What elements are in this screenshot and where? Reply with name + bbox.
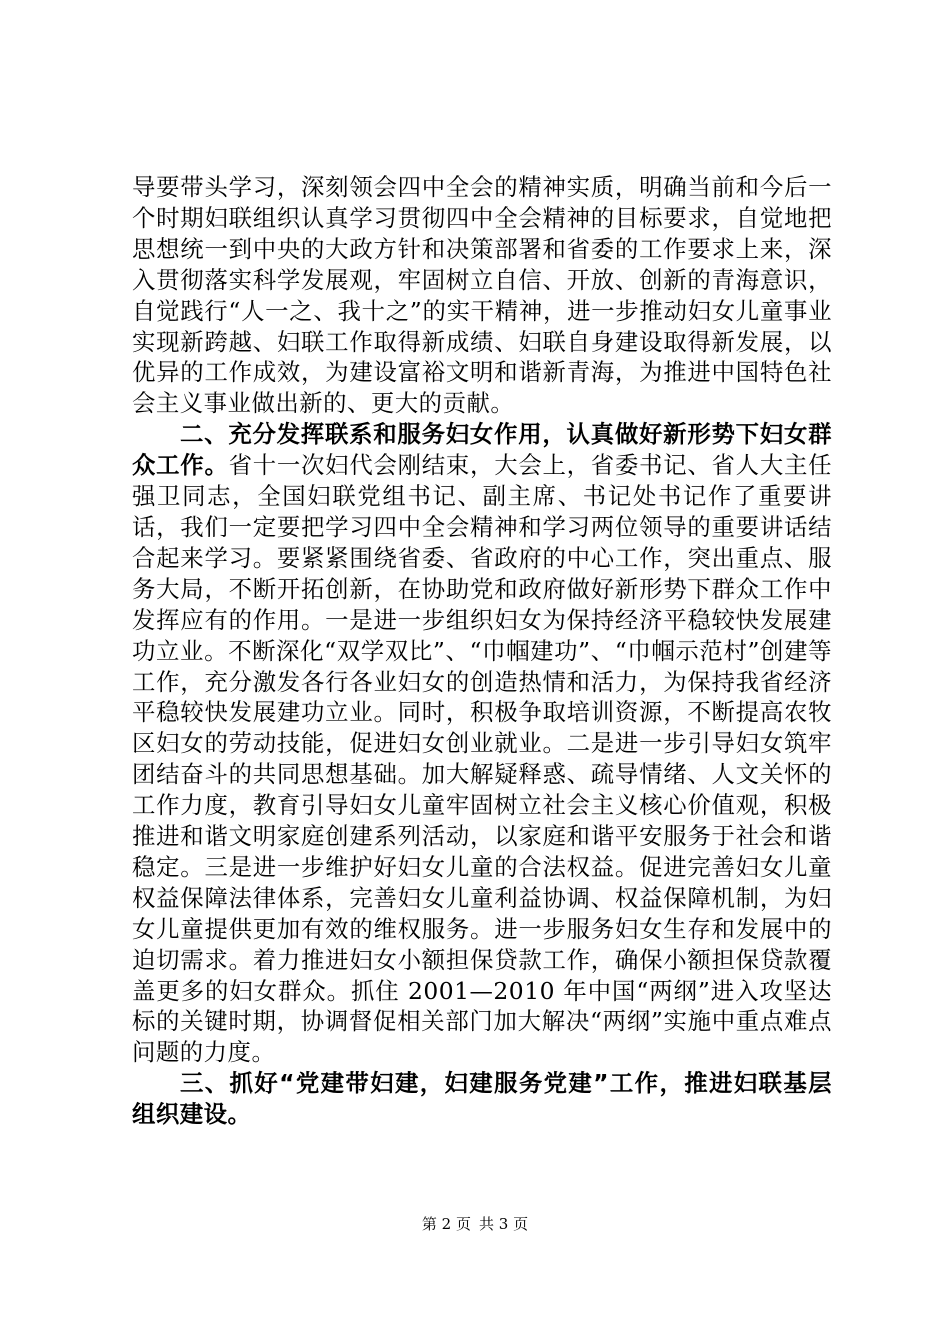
page-number: 第 2 页 xyxy=(421,1215,471,1233)
paragraph-text: 省十一次妇代会刚结束，大会上，省委书记、省人大主任强卫同志，全国妇联党组书记、副主席、书记处书记作了重要讲话，我们一定要把学习四中全会精神和学习两位领导的重要讲话结合起来学习。要紧紧围绕省委、省政府的中心工作，突出重点、服务大局，不断开拓创新，在协助党和政府做好新形势下群众工作中发挥应有的作用。一是进一步组织妇女为保持经济平稳较快发展建功立业。不断深化“双学双比”、“巾帼建功”、“巾帼示范村”创建等工作，充分激发各行各业妇女的创造热情和活力，为保持我省经济平稳较快发展建功立业。同时，积极争取培训资源，不断提高农牧区妇女的劳动技能，促进妇女创业就业。二是进一步引导妇女筑牢团结奋斗的共同思想基础。加大解疑释惑、疏导情绪、人文关怀的工作力度，教育引导妇女儿童牢固树立社会主义核心价值观，积极推进和谐文明家庭创建系列活动，以家庭和谐平安服务于社会和谐稳定。三是进一步维护好妇女儿童的合法权益。促进完善妇女儿童权益保障法律体系，完善妇女儿童利益协调、权益保障机制，为妇女儿童提供更加有效的维权服务。进一步服务妇女生存和发展中的迫切需求。着力推进妇女小额担保贷款工作，确保小额担保贷款覆盖更多的妇女群众。抓住 2001—2010 年中国“两纲”进入攻坚达标的关键时期，协调督促相关部门加大解决“两纲”实施中重点难点问题的力度。 xyxy=(132,451,833,1067)
paragraph-section-two xyxy=(132,419,832,1068)
page-footer xyxy=(0,1214,950,1234)
page-total: 共 3 页 xyxy=(479,1215,529,1233)
section-two-heading: 二、充分发挥联系和服务妇女作用，认真做好新形势下妇女群众工作。 xyxy=(132,420,832,480)
paragraph-section-three xyxy=(132,1068,832,1130)
document-body xyxy=(132,172,832,1130)
section-three-heading: 三、抓好“党建带妇建，妇建服务党建”工作，推进妇联基层组织建设。 xyxy=(132,1069,832,1129)
paragraph-text: 导要带头学习，深刻领会四中全会的精神实质，明确当前和今后一个时期妇联组织认真学习贯彻四中全会精神的目标要求，自觉地把思想统一到中央的大政方针和决策部署和省委的工作要求上来，深入贯彻落实科学发展观，牢固树立自信、开放、创新的青海意识，自觉践行“人一之、我十之”的实干精神，进一步推动妇女儿童事业实现新跨越、妇联工作取得新成绩、妇联自身建设取得新发展，以优异的工作成效，为建设富裕文明和谐新青海，为推进中国特色社会主义事业做出新的、更大的贡献。 xyxy=(132,173,832,418)
paragraph-continuation xyxy=(132,172,832,419)
